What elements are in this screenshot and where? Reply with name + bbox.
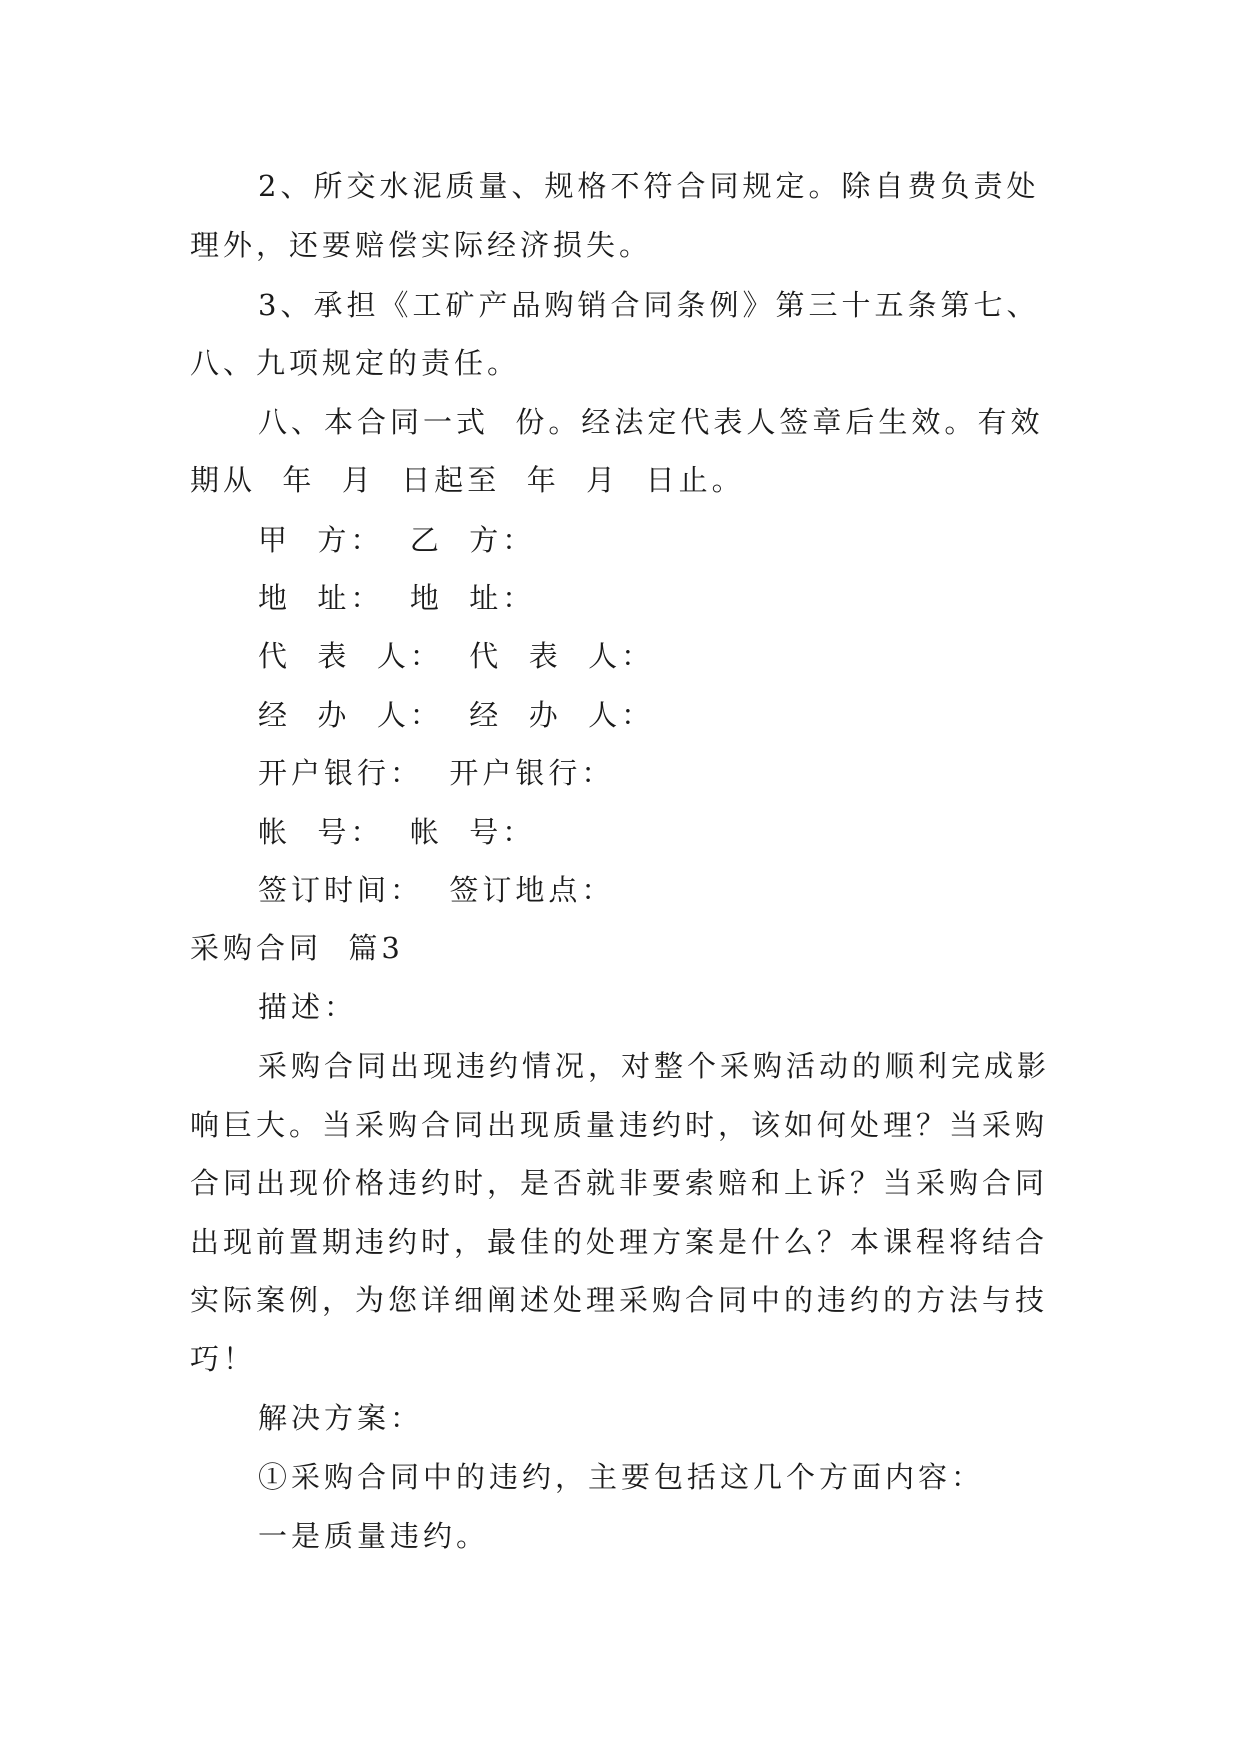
paragraph-line: 巧！ [190,1342,257,1376]
signature-field-account: 帐 号： 帐 号： [258,815,536,849]
section-heading: 采购合同 篇3 [190,931,404,965]
paragraph-line: 一是质量违约。 [258,1519,490,1553]
paragraph-line: 理外，还要赔偿实际经济损失。 [190,228,653,262]
paragraph-line: 八、九项规定的责任。 [190,346,521,380]
signature-field-representative: 代 表 人： 代 表 人： [258,639,655,673]
paragraph-line: 出现前置期违约时，最佳的处理方案是什么？本课程将结合 [190,1225,1049,1259]
signature-field-handler: 经 办 人： 经 办 人： [258,698,655,732]
signature-field-address: 地 址： 地 址： [258,581,536,615]
signature-field-party: 甲 方： 乙 方： [258,523,536,557]
paragraph-line: 合同出现价格违约时，是否就非要索赔和上诉？当采购合同 [190,1166,1049,1200]
paragraph-line: 期从 年 月 日起至 年 月 日止。 [190,463,745,497]
paragraph-line: 3、承担《工矿产品购销合同条例》第三十五条第七、 [258,288,1040,322]
paragraph-line: 采购合同出现违约情况，对整个采购活动的顺利完成影 [258,1049,1051,1083]
paragraph-line: 2、所交水泥质量、规格不符合同规定。除自费负责处 [258,169,1040,203]
signature-field-bank: 开户银行： 开户银行： [258,756,615,790]
paragraph-line: 响巨大。当采购合同出现质量违约时，该如何处理？当采购 [190,1108,1049,1142]
paragraph-line: 八、本合同一式 份。经法定代表人签章后生效。有效 [258,405,1044,439]
paragraph-line: ①采购合同中的违约，主要包括这几个方面内容： [258,1460,985,1494]
subheading-solution: 解决方案： [258,1401,424,1435]
subheading-description: 描述： [258,990,358,1024]
signature-field-date-place: 签订时间： 签订地点： [258,873,615,907]
paragraph-line: 实际案例，为您详细阐述处理采购合同中的违约的方法与技 [190,1283,1049,1317]
